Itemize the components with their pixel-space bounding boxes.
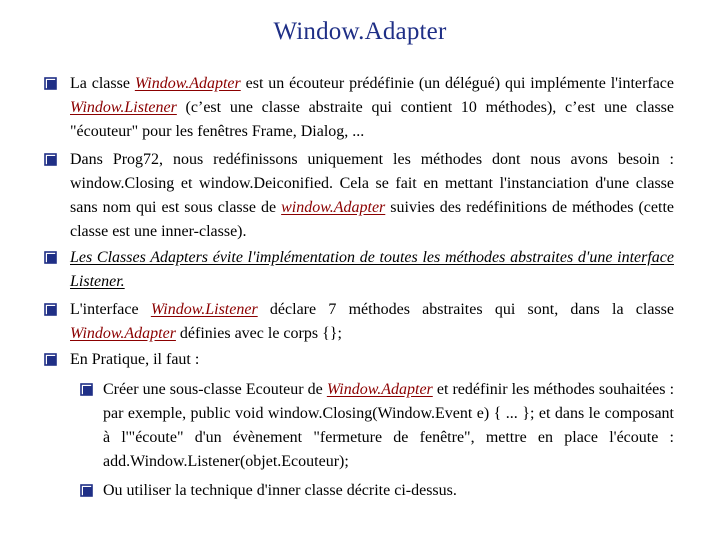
bullet-text — [70, 298, 674, 346]
square-bullet-icon — [44, 153, 57, 166]
square-bullet-icon — [80, 383, 93, 396]
sub-bullet-item-2 — [80, 479, 674, 503]
text-run: La classe — [70, 75, 135, 92]
emphasized-term: window.Adapter — [281, 199, 386, 216]
emphasized-term: Window.Listener — [150, 301, 258, 318]
text-run: et redéfinir les méthodes souhaitées : par exemple, public void window.Closing(Window.Event e) { ... }; et dans le composant à l'"écoute" d'un évènement "fermeture de fenêtre", mettre en place l'écoute : add.Window.Listener(objet.Ecouteur); — [103, 381, 675, 470]
bullet-item-5 — [44, 348, 674, 372]
text-run: est un écouteur prédéfinie (un délégué) qui implémente l'interface — [240, 75, 674, 92]
sub-bullet-text — [103, 378, 674, 474]
text-run: déclare 7 méthodes abstraites qui sont, dans la classe — [257, 301, 674, 318]
slide-title: Window.Adapter — [273, 18, 447, 45]
emphasized-term: Window.Adapter — [70, 325, 176, 342]
sub-bullet-item-1 — [80, 378, 674, 474]
text-run: Créer une sous-classe Ecouteur de — [103, 381, 327, 398]
text-run: définies avec le corps {}; — [175, 325, 342, 342]
bullet-text — [70, 72, 674, 144]
bullet-text — [70, 348, 674, 372]
bullet-text — [70, 148, 674, 244]
square-bullet-icon — [44, 353, 57, 366]
sub-bullet-text — [103, 479, 674, 503]
bullet-item-2 — [44, 148, 674, 244]
emphasized-term: Window.Adapter — [326, 381, 433, 398]
square-bullet-icon — [44, 303, 57, 316]
text-run: L'interface — [70, 301, 151, 318]
square-bullet-icon — [44, 77, 57, 90]
emphasized-term: Window.Listener — [70, 99, 177, 116]
bullet-item-1 — [44, 72, 674, 144]
emphasized-sentence: Les Classes Adapters évite l'implémentation de toutes les méthodes abstraites d'une interface Listener. — [70, 249, 674, 290]
square-bullet-icon — [80, 484, 93, 497]
emphasized-term: Window.Adapter — [134, 75, 241, 92]
square-bullet-icon — [44, 251, 57, 264]
bullet-text — [70, 246, 674, 294]
text-run: suivies des redéfinitions de méthodes (cette classe est une inner-classe). — [70, 199, 674, 240]
bullet-item-3 — [44, 246, 674, 294]
bullet-item-4 — [44, 298, 674, 346]
text-run: Ou utiliser la technique d'inner classe décrite ci-dessus. — [103, 482, 457, 499]
text-run: Dans Prog72, nous redéfinissons uniquement les méthodes dont nous avons besoin : window.Closing et window.Deiconified. Cela se fait en mettant l'instanciation d'une classe sans nom qui est sous classe de — [70, 151, 674, 216]
text-run: En Pratique, il faut : — [70, 351, 200, 368]
text-run: (c’est une classe abstraite qui contient 10 méthodes), c’est une classe "écouteur" pour les fenêtres Frame, Dialog, ... — [70, 99, 674, 140]
